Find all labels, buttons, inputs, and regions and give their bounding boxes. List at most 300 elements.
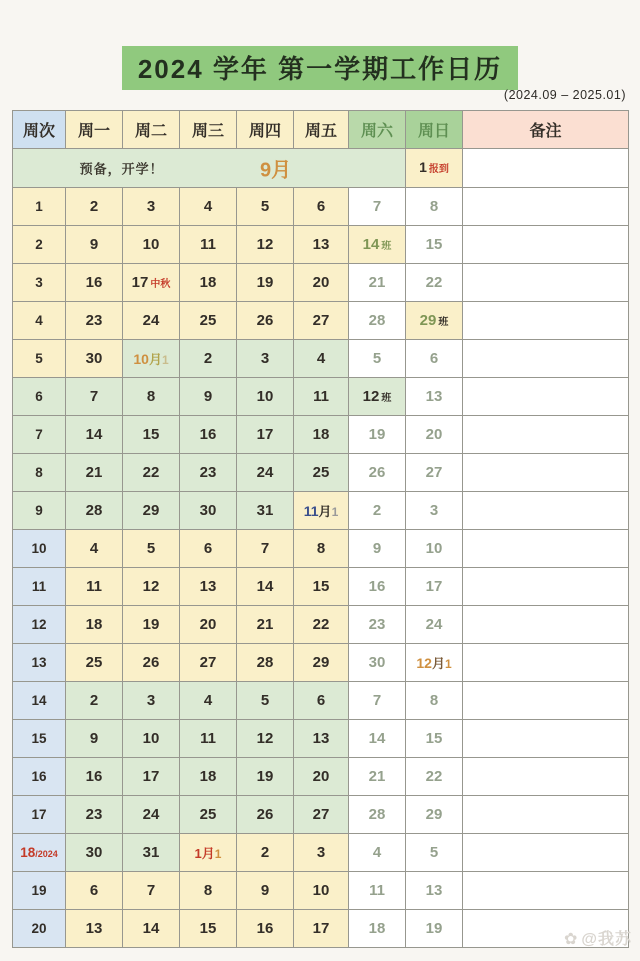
remark-cell — [463, 378, 629, 416]
day-number: 9 — [89, 235, 99, 253]
day-cell — [123, 530, 180, 568]
day-number: 11 — [86, 577, 102, 595]
day-number: 31 — [256, 501, 274, 519]
day-number: 4 — [89, 539, 99, 557]
week-number-cell — [13, 264, 66, 302]
day-number: 14 — [142, 919, 160, 937]
week-row-16 — [13, 758, 629, 796]
month-start-part: 10 — [133, 350, 149, 367]
day-cell — [237, 568, 294, 606]
column-header-4: 周四 — [237, 111, 294, 149]
report-day-note: 报到 — [428, 164, 449, 175]
day-number: 3 — [260, 349, 270, 367]
remark-cell — [463, 834, 629, 872]
remark-cell — [463, 872, 629, 910]
column-header-2: 周二 — [123, 111, 180, 149]
day-cell — [349, 378, 406, 416]
remark-cell — [463, 226, 629, 264]
day-cell — [349, 302, 406, 340]
day-number: 9 — [260, 881, 270, 899]
day-number: 16 — [256, 919, 274, 937]
week-row-12 — [13, 606, 629, 644]
day-number: 20 — [425, 425, 443, 443]
day-cell — [237, 492, 294, 530]
day-number: 16 — [368, 577, 386, 595]
day-cell — [349, 188, 406, 226]
day-number: 26 — [368, 463, 386, 481]
day-number: 15 — [199, 919, 217, 937]
day-number: 18 — [199, 767, 217, 785]
day-number: 4 — [203, 691, 213, 709]
day-cell — [66, 416, 123, 454]
day-number: 9 — [203, 387, 213, 405]
day-number: 25 — [199, 805, 217, 823]
day-cell — [406, 872, 463, 910]
day-cell — [237, 340, 294, 378]
day-cell — [349, 872, 406, 910]
remark-cell — [463, 340, 629, 378]
day-number: 17 — [142, 767, 160, 785]
day-cell — [406, 644, 463, 682]
day-number: 29 — [425, 805, 443, 823]
day-cell — [349, 720, 406, 758]
day-number: 13 — [425, 881, 443, 899]
day-number: 7 — [89, 387, 99, 405]
week-row-4 — [13, 302, 629, 340]
day-number: 2 — [372, 501, 382, 519]
week-row-8 — [13, 454, 629, 492]
week-number: 16 — [31, 768, 47, 784]
day-cell — [406, 834, 463, 872]
remark-cell — [463, 758, 629, 796]
week-number: 8 — [35, 464, 43, 480]
day-cell — [123, 834, 180, 872]
day-cell — [180, 872, 237, 910]
day-cell — [349, 834, 406, 872]
day-number: 27 — [312, 805, 330, 823]
banner-month-label: 9月 — [259, 159, 292, 182]
week-row-5 — [13, 340, 629, 378]
day-cell — [123, 492, 180, 530]
week-number-cell — [13, 416, 66, 454]
day-cell — [180, 758, 237, 796]
day-cell — [123, 644, 180, 682]
week-number-cell — [13, 758, 66, 796]
day-number: 24 — [256, 463, 274, 481]
day-cell — [294, 682, 349, 720]
day-cell — [180, 492, 237, 530]
day-cell — [66, 226, 123, 264]
day-number: 18 — [368, 919, 386, 937]
day-cell — [237, 720, 294, 758]
day-number: 30 — [85, 843, 103, 861]
day-number: 10 — [312, 881, 330, 899]
day-cell — [294, 530, 349, 568]
day-number: 6 — [316, 197, 326, 215]
day-number: 27 — [425, 463, 443, 481]
day-cell — [349, 340, 406, 378]
day-cell — [66, 682, 123, 720]
week-row-6 — [13, 378, 629, 416]
column-header-5: 周五 — [294, 111, 349, 149]
week-row-11 — [13, 568, 629, 606]
day-number: 10 — [142, 729, 160, 747]
week-number: 11 — [31, 578, 47, 594]
day-cell — [349, 416, 406, 454]
day-number: 25 — [199, 311, 217, 329]
week-row-3 — [13, 264, 629, 302]
remark-cell — [463, 568, 629, 606]
remark-cell — [463, 416, 629, 454]
day-cell — [237, 378, 294, 416]
day-cell — [180, 910, 237, 948]
day-cell — [180, 416, 237, 454]
day-cell — [237, 416, 294, 454]
day-number: 12 — [256, 729, 274, 747]
day-number: 6 — [316, 691, 326, 709]
day-cell — [180, 454, 237, 492]
day-number: 27 — [312, 311, 330, 329]
day-cell — [294, 758, 349, 796]
month-start-part: 月 — [148, 351, 162, 367]
day-number: 5 — [260, 197, 270, 215]
day-number: 20 — [312, 273, 330, 291]
day-number: 12 — [142, 577, 160, 595]
day-cell — [123, 606, 180, 644]
day-cell — [180, 682, 237, 720]
day-cell — [406, 682, 463, 720]
month-start-part: 月 — [431, 655, 445, 671]
day-cell — [237, 796, 294, 834]
day-number: 4 — [372, 843, 382, 861]
day-cell — [349, 454, 406, 492]
column-header-8: 备注 — [463, 111, 629, 149]
day-number: 13 — [199, 577, 217, 595]
column-header-1: 周一 — [66, 111, 123, 149]
day-number: 3 — [429, 501, 439, 519]
day-number: 30 — [199, 501, 217, 519]
day-number: 8 — [316, 539, 326, 557]
day-cell — [349, 264, 406, 302]
day-cell — [123, 872, 180, 910]
day-cell — [294, 378, 349, 416]
month-start-part: 12 — [416, 654, 432, 671]
column-header-6: 周六 — [349, 111, 406, 149]
day-cell — [180, 720, 237, 758]
day-number: 2 — [260, 843, 270, 861]
day-cell — [237, 834, 294, 872]
day-cell — [294, 264, 349, 302]
report-day-number: 1 — [419, 159, 427, 175]
day-cell — [406, 454, 463, 492]
day-cell — [66, 530, 123, 568]
week-number-sub: /2024 — [35, 848, 58, 859]
day-number: 15 — [425, 235, 443, 253]
day-cell — [66, 568, 123, 606]
day-cell — [66, 492, 123, 530]
week-number-cell — [13, 720, 66, 758]
month-start-part: 1 — [161, 352, 169, 367]
day-number: 7 — [146, 881, 156, 899]
day-number: 15 — [425, 729, 443, 747]
week-row-19 — [13, 872, 629, 910]
day-number: 5 — [372, 349, 382, 367]
day-number: 30 — [85, 349, 103, 367]
day-cell — [66, 796, 123, 834]
remark-cell — [463, 264, 629, 302]
day-cell — [294, 340, 349, 378]
day-cell — [123, 188, 180, 226]
day-number: 21 — [85, 463, 103, 481]
day-cell — [237, 758, 294, 796]
day-number: 26 — [256, 311, 274, 329]
day-cell — [123, 264, 180, 302]
day-number: 2 — [89, 691, 99, 709]
day-number: 13 — [312, 729, 330, 747]
day-number: 20 — [312, 767, 330, 785]
remark-cell — [463, 720, 629, 758]
day-number: 3 — [316, 843, 326, 861]
report-day-cell — [406, 149, 463, 188]
day-cell — [180, 340, 237, 378]
day-cell — [66, 340, 123, 378]
day-cell — [237, 606, 294, 644]
day-cell — [237, 188, 294, 226]
day-number: 25 — [85, 653, 103, 671]
week-number-cell — [13, 872, 66, 910]
remark-cell — [463, 796, 629, 834]
day-cell — [349, 492, 406, 530]
day-number: 11 — [369, 881, 385, 899]
week-number: 19 — [31, 882, 47, 898]
day-number: 6 — [429, 349, 439, 367]
week-number: 20 — [31, 920, 47, 936]
week-number-cell — [13, 340, 66, 378]
day-cell — [294, 188, 349, 226]
day-number: 28 — [256, 653, 274, 671]
day-cell — [294, 416, 349, 454]
week-row-9 — [13, 492, 629, 530]
week-row-13 — [13, 644, 629, 682]
month-start-part: 月 — [318, 503, 332, 519]
week-number-cell — [13, 226, 66, 264]
week-row-20 — [13, 910, 629, 948]
day-cell — [66, 378, 123, 416]
day-number: 14 — [362, 235, 380, 253]
day-cell — [349, 796, 406, 834]
day-number: 12 — [256, 235, 274, 253]
day-number: 7 — [372, 691, 382, 709]
day-cell — [180, 226, 237, 264]
day-cell — [123, 416, 180, 454]
day-note: 中秋 — [150, 278, 171, 290]
day-note: 班 — [381, 392, 392, 404]
watermark — [564, 926, 632, 949]
week-number-cell — [13, 834, 66, 872]
day-number: 13 — [425, 387, 443, 405]
month-banner — [13, 149, 406, 188]
day-number: 11 — [200, 729, 216, 747]
day-number: 18 — [85, 615, 103, 633]
flower-paw-icon: ✿ — [563, 931, 579, 948]
day-cell — [294, 226, 349, 264]
day-number: 22 — [312, 615, 330, 633]
day-number: 29 — [142, 501, 160, 519]
week-row-18 — [13, 834, 629, 872]
day-cell — [294, 796, 349, 834]
week-number-cell — [13, 910, 66, 948]
week-row-14 — [13, 682, 629, 720]
day-cell — [123, 568, 180, 606]
day-cell — [406, 416, 463, 454]
day-cell — [123, 796, 180, 834]
day-cell — [406, 758, 463, 796]
day-number: 18 — [199, 273, 217, 291]
day-number: 28 — [85, 501, 103, 519]
day-number: 17 — [425, 577, 443, 595]
day-cell — [66, 834, 123, 872]
day-number: 22 — [142, 463, 160, 481]
month-start-part: 1 — [214, 846, 222, 861]
day-cell — [294, 302, 349, 340]
week-number: 12 — [31, 616, 47, 632]
week-number-cell — [13, 188, 66, 226]
day-number: 23 — [85, 805, 103, 823]
day-number: 6 — [203, 539, 213, 557]
date-range-subtitle: (2024.09 – 2025.01) — [503, 88, 626, 102]
day-number: 19 — [256, 273, 274, 291]
day-number: 8 — [203, 881, 213, 899]
day-cell — [237, 682, 294, 720]
day-cell — [294, 606, 349, 644]
day-number: 19 — [142, 615, 160, 633]
day-cell — [406, 568, 463, 606]
remark-cell — [463, 454, 629, 492]
day-cell — [180, 302, 237, 340]
month-start-part: 11 — [303, 502, 319, 519]
day-cell — [294, 910, 349, 948]
week-number: 3 — [35, 274, 43, 290]
day-number: 22 — [425, 273, 443, 291]
day-cell — [294, 834, 349, 872]
day-cell — [406, 378, 463, 416]
day-cell — [66, 720, 123, 758]
week-number-cell — [13, 454, 66, 492]
remark-cell — [463, 530, 629, 568]
remark-cell — [463, 188, 629, 226]
day-number: 8 — [429, 197, 439, 215]
day-number: 24 — [142, 311, 160, 329]
day-cell — [180, 264, 237, 302]
day-number: 3 — [146, 197, 156, 215]
day-cell — [180, 568, 237, 606]
month-start-part: 1 — [444, 656, 452, 671]
day-cell — [406, 188, 463, 226]
remark-cell — [463, 644, 629, 682]
week-number: 15 — [31, 730, 47, 746]
day-cell — [66, 910, 123, 948]
day-number: 7 — [260, 539, 270, 557]
watermark-text: @我苏 — [581, 931, 632, 948]
day-cell — [237, 644, 294, 682]
day-cell — [406, 720, 463, 758]
day-cell — [66, 872, 123, 910]
day-number: 8 — [146, 387, 156, 405]
month-banner-row — [13, 149, 629, 188]
day-cell — [123, 454, 180, 492]
day-number: 20 — [199, 615, 217, 633]
column-header-7: 周日 — [406, 111, 463, 149]
day-number: 11 — [200, 235, 216, 253]
day-number: 10 — [425, 539, 443, 557]
week-number-cell — [13, 682, 66, 720]
day-cell — [66, 454, 123, 492]
day-cell — [180, 606, 237, 644]
week-number: 7 — [35, 426, 43, 442]
day-cell — [66, 264, 123, 302]
week-number: 13 — [31, 654, 47, 670]
day-number: 23 — [85, 311, 103, 329]
day-number: 31 — [142, 843, 160, 861]
month-start-part: 1月 — [194, 845, 215, 861]
day-number: 29 — [419, 311, 437, 329]
day-cell — [66, 606, 123, 644]
day-cell — [180, 834, 237, 872]
day-cell — [66, 302, 123, 340]
day-cell — [349, 910, 406, 948]
remark-cell — [463, 682, 629, 720]
day-cell — [237, 264, 294, 302]
remark-cell — [463, 302, 629, 340]
week-number: 14 — [31, 692, 47, 708]
day-number: 14 — [256, 577, 274, 595]
week-row-17 — [13, 796, 629, 834]
day-cell — [123, 378, 180, 416]
day-number: 6 — [89, 881, 99, 899]
day-cell — [349, 682, 406, 720]
day-number: 28 — [368, 805, 386, 823]
week-number-cell — [13, 530, 66, 568]
day-cell — [406, 340, 463, 378]
week-number: 9 — [35, 502, 43, 518]
week-row-15 — [13, 720, 629, 758]
day-number: 24 — [425, 615, 443, 633]
day-cell — [349, 758, 406, 796]
day-number: 10 — [256, 387, 274, 405]
day-cell — [349, 226, 406, 264]
day-number: 15 — [312, 577, 330, 595]
week-number-cell — [13, 606, 66, 644]
week-number: 6 — [35, 388, 43, 404]
day-cell — [349, 530, 406, 568]
day-number: 5 — [146, 539, 156, 557]
remark-cell — [463, 606, 629, 644]
day-number: 22 — [425, 767, 443, 785]
day-cell — [349, 568, 406, 606]
day-cell — [237, 910, 294, 948]
day-number: 5 — [260, 691, 270, 709]
day-cell — [237, 872, 294, 910]
day-cell — [294, 720, 349, 758]
day-number: 27 — [199, 653, 217, 671]
day-number: 3 — [146, 691, 156, 709]
day-number: 9 — [89, 729, 99, 747]
day-cell — [406, 530, 463, 568]
day-number: 26 — [256, 805, 274, 823]
day-number: 13 — [85, 919, 103, 937]
day-cell — [66, 758, 123, 796]
day-number: 14 — [368, 729, 386, 747]
